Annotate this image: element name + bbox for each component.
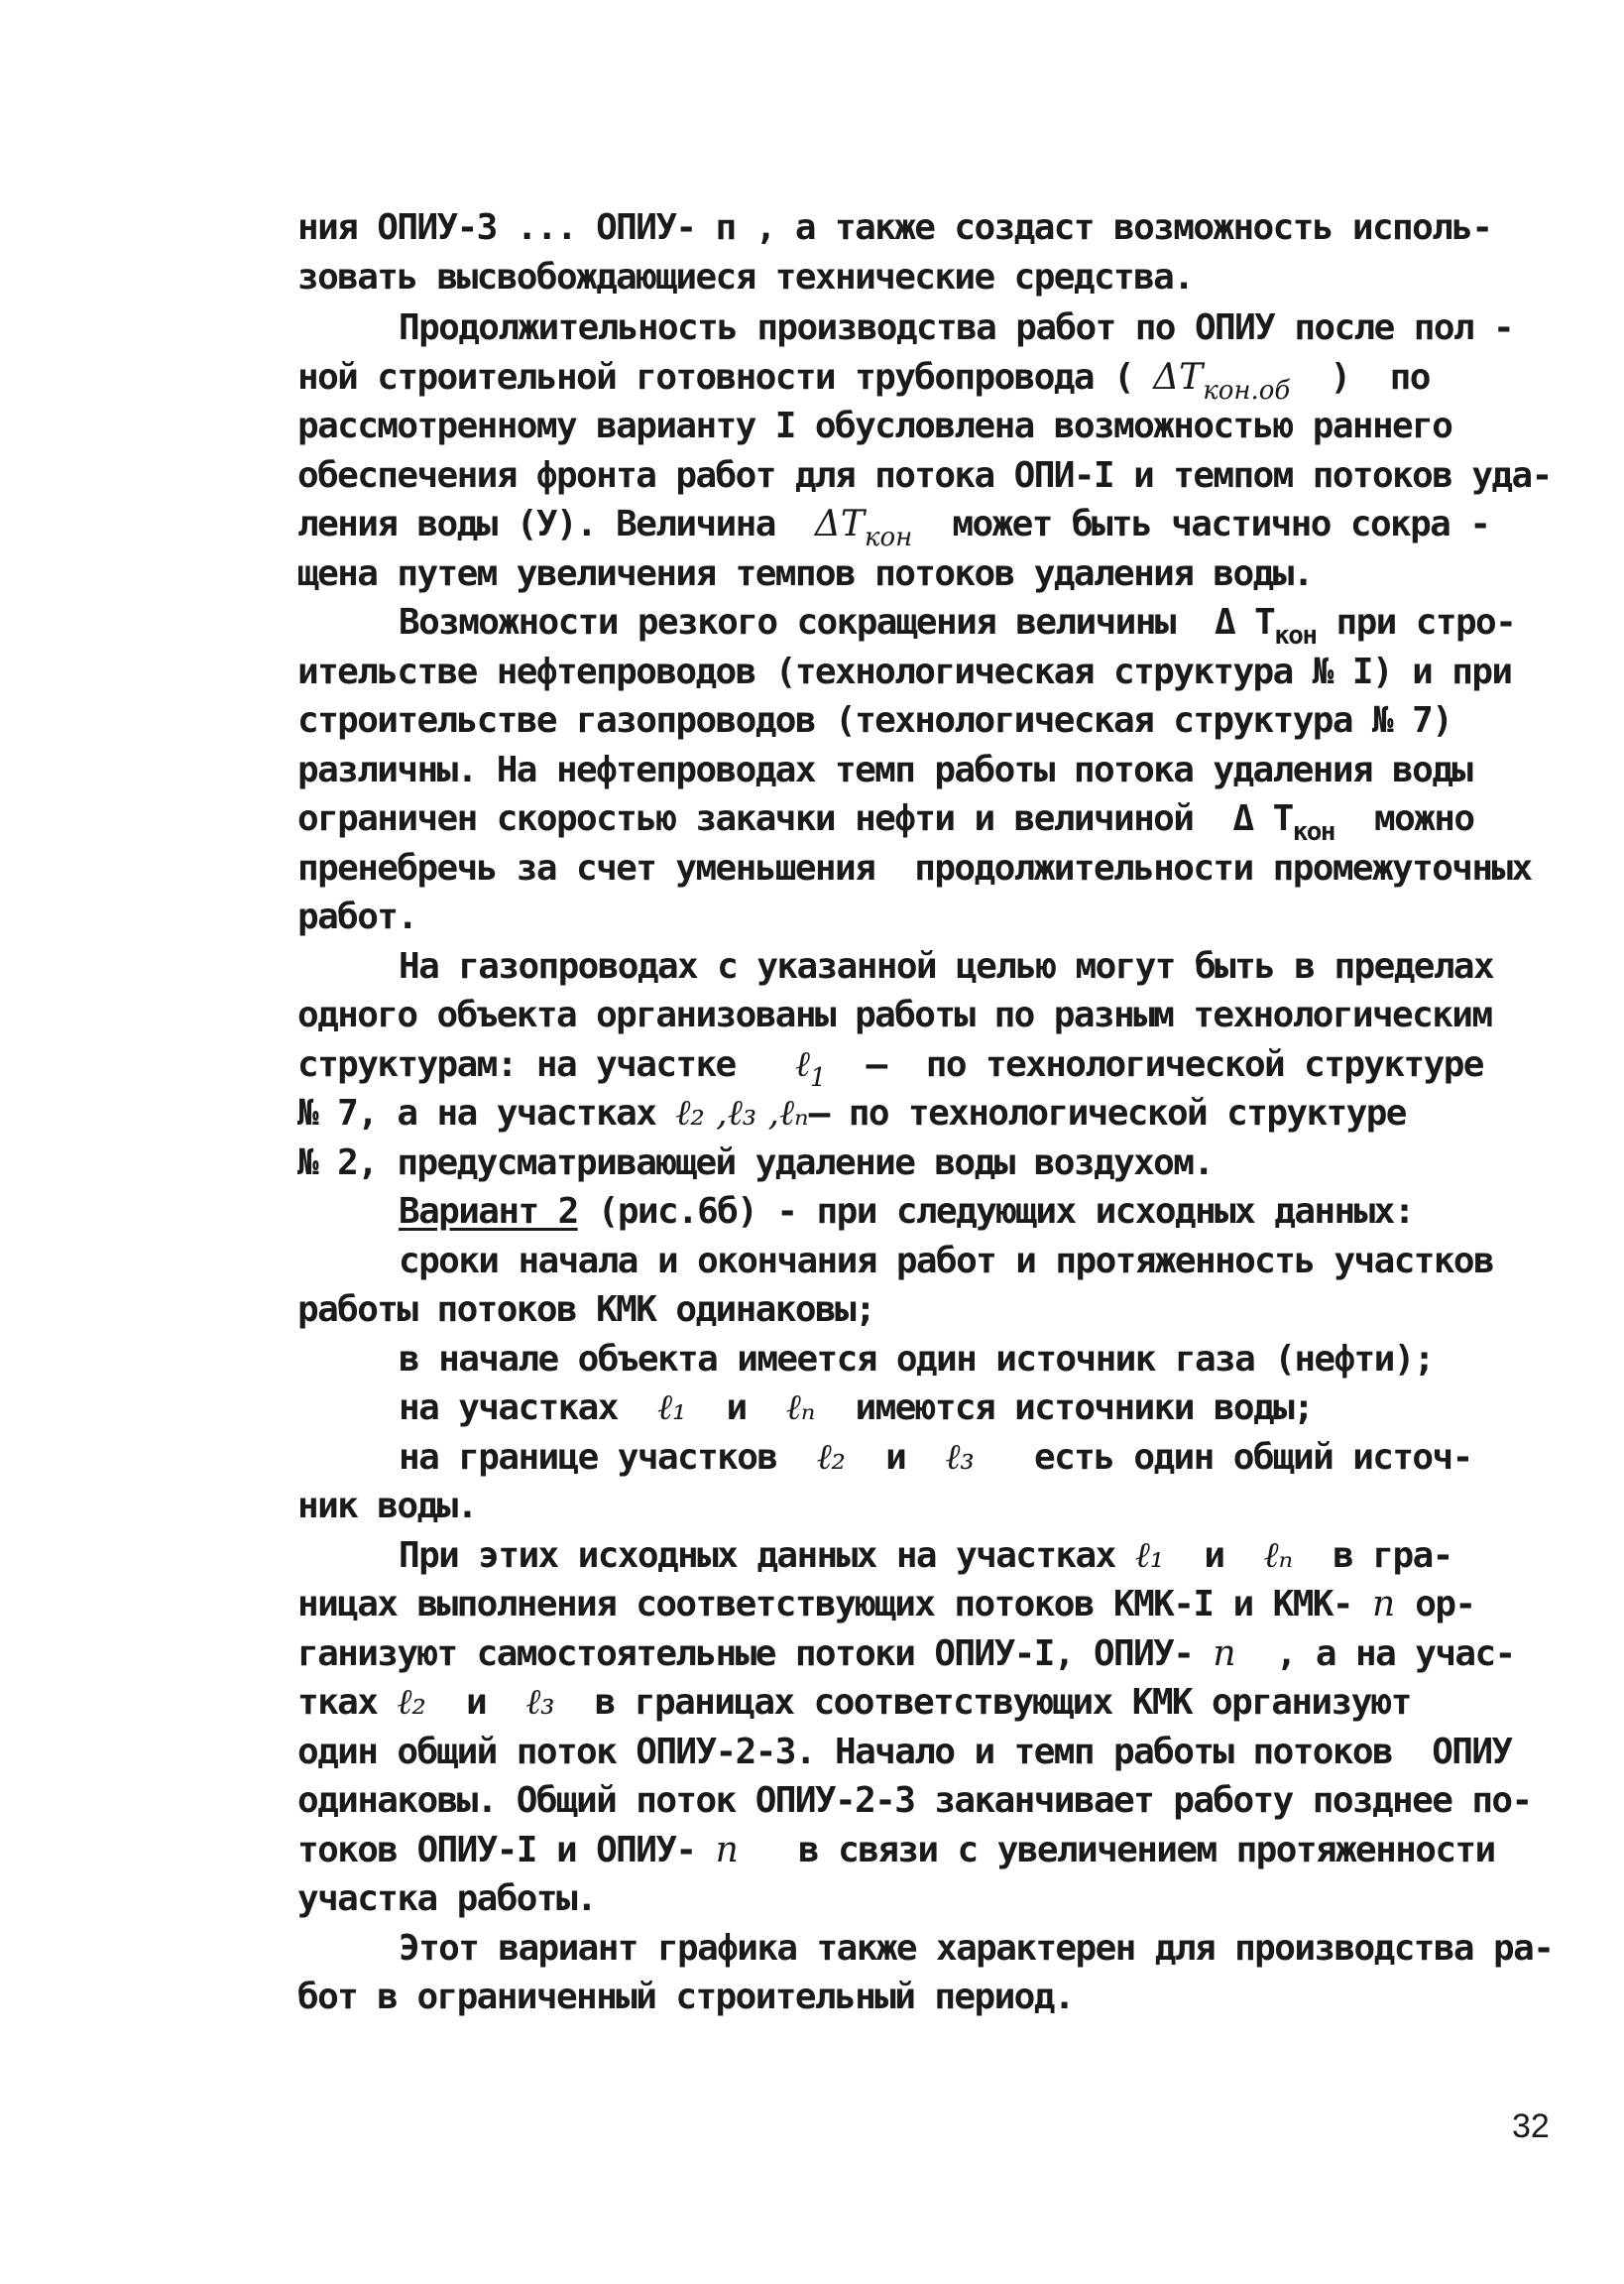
text-fragment: в границах соответствующих КМК организуют [554, 1682, 1411, 1723]
variant-heading: Вариант 2 [399, 1191, 578, 1232]
text-fragment: тках [297, 1682, 398, 1723]
list-item [297, 1383, 1557, 1433]
text-line: работ. [297, 897, 417, 937]
math-symbol: ℓₙ [1263, 1534, 1294, 1576]
paragraph-start [297, 1531, 1557, 1581]
text-line: пренебречь за счет уменьшения продолжительности промежуточных [297, 847, 1532, 889]
text-line: одного объекта организованы работы по разным технологическим [297, 995, 1492, 1035]
subscript: 1 [809, 1062, 827, 1093]
text-line: рассмотренному варианту I обусловлена возможностью раннего [297, 406, 1452, 446]
text-fragment: и [1164, 1534, 1264, 1576]
text-line: ния ОПИУ-З ... ОПИУ- п , а также создаст возможность исполь- [297, 207, 1492, 248]
text-fragment: может быть частично сокра - [912, 504, 1490, 544]
paragraph-start: Продолжительность производства работ по ОПИУ после пол - [399, 307, 1514, 348]
text-line: щена путем увеличения темпов потоков удаления воды. [297, 552, 1313, 594]
text-fragment: ) по [1290, 356, 1430, 398]
text-line: один общий поток ОПИУ-2-3. Начало и темп работы потоков ОПИУ [297, 1731, 1512, 1772]
text-line [297, 1629, 1557, 1679]
text-line: работы потоков КМК одинаковы; [297, 1289, 875, 1330]
text-fragment: (рис.6б) - при следующих исходных данных: [577, 1191, 1414, 1232]
text-line [297, 1580, 1557, 1629]
text-fragment: ницах выполнения соответствующих потоков КМК-I и КМК- [297, 1584, 1372, 1624]
text-fragment: ления воды (У). Величина [297, 504, 815, 544]
text-fragment: в связи с увеличением протяженности [738, 1829, 1495, 1870]
paragraph-start [297, 598, 1557, 651]
math-symbol: ℓ₂ ,ℓ₃ ,ℓₙ [675, 1093, 809, 1134]
text-fragment: имеются источники воды; [815, 1387, 1314, 1428]
subscript: кон [864, 523, 913, 552]
math-symbol: ℓ₃ [525, 1682, 555, 1723]
document-body [297, 203, 1557, 2022]
math-symbol: ℓ₃ [945, 1436, 975, 1478]
text-line [297, 1040, 1557, 1093]
math-symbol: ℓ₁ [1134, 1534, 1165, 1576]
text-fragment: и [686, 1387, 786, 1428]
text-fragment: Возможности резкого сокращения величины Δ T [399, 602, 1275, 643]
text-fragment: – по технологической структуре [826, 1043, 1483, 1085]
math-symbol: п [1372, 1584, 1396, 1624]
text-fragment: и [425, 1682, 526, 1723]
math-symbol: ℓ [794, 1043, 810, 1085]
list-item: сроки начала и окончания работ и протяженность участков [399, 1240, 1494, 1281]
text-fragment: можно [1334, 798, 1474, 839]
text-line [297, 353, 1557, 406]
text-fragment: токов ОПИУ-I и ОПИУ- [297, 1829, 716, 1870]
math-symbol: п [715, 1829, 739, 1870]
text-line: зовать высвобождающиеся технические средства. [297, 256, 1194, 298]
list-item [297, 1433, 1557, 1483]
delta-t-symbol: ΔT [1153, 356, 1204, 398]
text-fragment: есть один общий источ- [974, 1436, 1472, 1478]
math-symbol: ℓ₂ [397, 1682, 426, 1723]
math-symbol: ℓ₂ [816, 1436, 846, 1478]
list-item: в начале объекта имеется один источник газа (нефти); [399, 1338, 1434, 1380]
subscript: кон [1274, 621, 1317, 651]
page-number: 32 [1512, 2107, 1550, 2145]
text-fragment: При этих исходных данных на участках [399, 1534, 1135, 1576]
text-fragment: на участках [399, 1387, 657, 1428]
subscript: кон.об [1203, 375, 1291, 406]
text-fragment: № 7, а на участках [297, 1093, 676, 1134]
text-fragment: – по технологической структуре [808, 1093, 1406, 1134]
text-line [297, 1678, 1557, 1728]
text-fragment: и [846, 1436, 946, 1478]
paragraph-start: На газопроводах с указанной целью могут быть в пределах [399, 945, 1494, 987]
paragraph-start [297, 1187, 1557, 1237]
text-line: ительстве нефтепроводов (технологическая структура № I) и при [297, 651, 1512, 692]
delta-t-symbol: ΔT [814, 504, 865, 544]
text-fragment: ной строительной готовности трубопровода ( [297, 356, 1154, 398]
text-line: строительстве газопроводов (технологическая структура № 7) [297, 700, 1452, 741]
math-symbol: ℓ₁ [656, 1387, 687, 1428]
text-fragment: на границе участков [399, 1436, 817, 1478]
text-line: ник воды. [297, 1486, 477, 1526]
text-line: одинаковы. Общий поток ОПИУ-2-3 заканчивает работу позднее по- [297, 1780, 1532, 1821]
text-line [297, 1089, 1557, 1139]
text-fragment: , а на учас- [1235, 1632, 1515, 1674]
text-fragment: ограничен скоростью закачки нефти и величиной Δ T [297, 798, 1293, 839]
text-line [297, 794, 1557, 847]
text-fragment: ганизуют самостоятельные потоки ОПИУ-I, ОПИУ- [297, 1632, 1214, 1674]
subscript: кон [1292, 817, 1334, 847]
paragraph-start: Этот вариант графика также характерен для производства ра- [399, 1927, 1554, 1969]
text-line [297, 1826, 1557, 1875]
text-line [297, 500, 1557, 552]
math-symbol: ℓₙ [785, 1387, 816, 1428]
text-line: различны. На нефтепроводах темп работы потока удаления воды [297, 749, 1472, 790]
text-line: № 2, предусматривающей удаление воды воздухом. [297, 1142, 1214, 1183]
text-line: участка работы. [297, 1878, 597, 1919]
text-fragment: при стро- [1316, 602, 1516, 643]
text-fragment: ор- [1395, 1584, 1475, 1624]
text-line: обеспечения фронта работ для потока ОПИ-I и темпом потоков уда- [297, 454, 1552, 496]
text-fragment: в гра- [1293, 1534, 1452, 1576]
text-fragment: структурам: на участке [297, 1043, 795, 1085]
text-line: бот в ограниченный строительный период. [297, 1977, 1074, 2017]
math-symbol: п [1213, 1632, 1236, 1674]
